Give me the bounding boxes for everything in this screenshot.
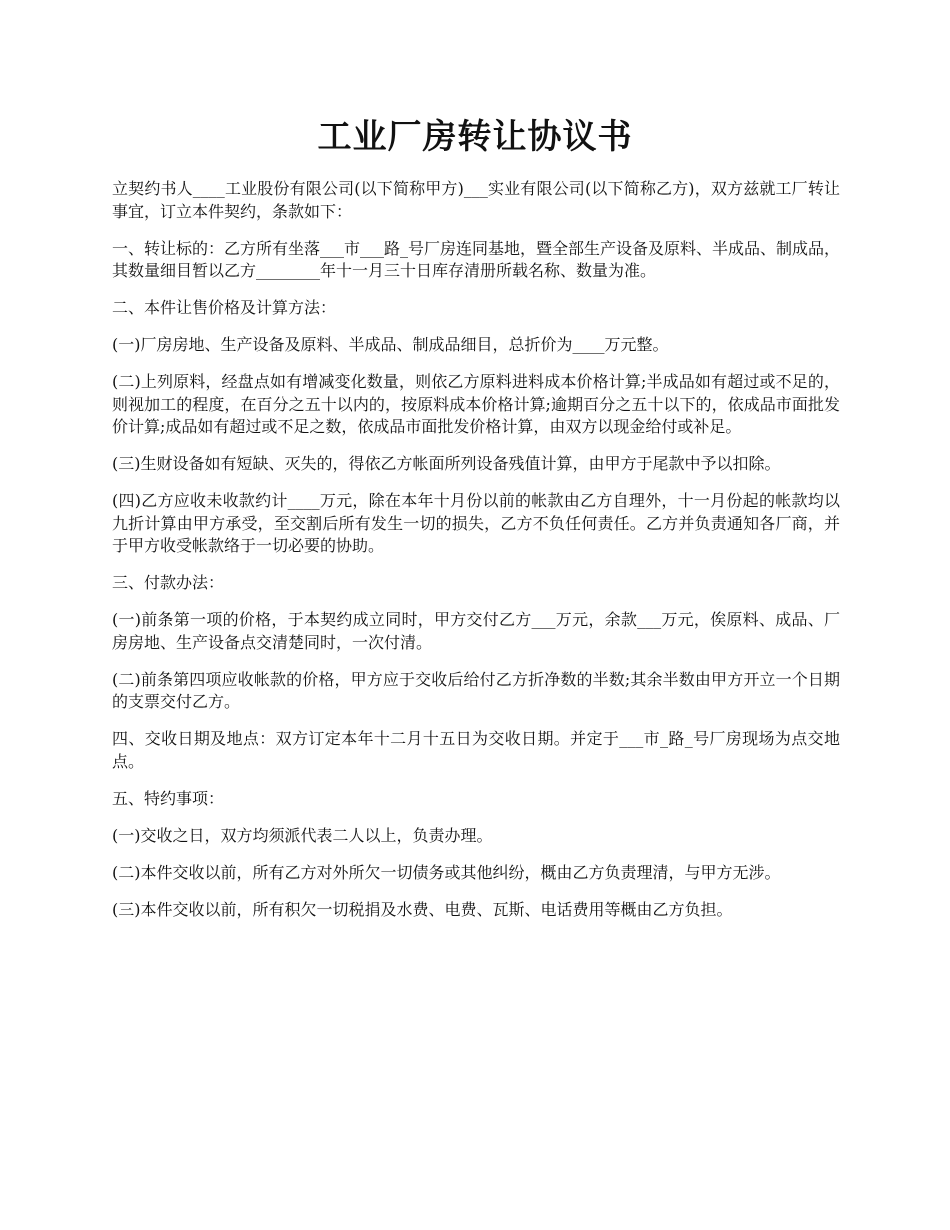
document-body [112,178,840,936]
paragraph-payment-first: (一)前条第一项的价格，于本契约成立同时，甲方交付乙方___万元，余款___万元，俟原料、成品、厂房房地、生产设备点交清楚同时，一次付清。 [112,610,840,652]
paragraph-price-heading: 二、本件让售价格及计算方法： [112,298,337,317]
paragraph-payment-heading: 三、付款办法： [112,573,225,592]
document-title: 工业厂房转让协议书 [317,117,633,157]
paragraph-special-first: (一)交收之日，双方均须派代表二人以上，负责办理。 [112,825,493,845]
paragraph-price-receivables: (四)乙方应收未收款约计____万元，除在本年十月份以前的帐款由乙方自理外，十一月份起的帐款均以九折计算由甲方承受，至交割后所有发生一切的损失，乙方不负任何责任。乙方并负责通知各厂商，并于甲方收受帐款络于一切必要的协助。 [112,491,840,555]
paragraph-price-materials: (二)上列原料，经盘点如有增减变化数量，则依乙方原料进料成本价格计算;半成品如有超过或不足的，则视加工的程度，在百分之五十以内的，按原料成本价格计算;逾期百分之五十以下的，依成品市面批发价计算;成品如有超过或不足之数，依成品市面批发价格计算，由双方以现金给付或补足。 [112,372,840,436]
paragraph-transfer-subject: 一、转让标的：乙方所有坐落___市___路_号厂房连同基地，暨全部生产设备及原料、半成品、制成品，其数量细目暂以乙方________年十一月三十日库存清册所载名称、数量为准。 [112,238,841,280]
paragraph-price-total: (一)厂房房地、生产设备及原料、半成品、制成品细目，总折价为____万元整。 [112,335,669,354]
paragraph-special-heading: 五、特约事项： [112,788,225,808]
paragraph-payment-second: (二)前条第四项应收帐款的价格，甲方应于交收后给付乙方折净数的半数;其余半数由甲方开立一个日期的支票交付乙方。 [112,669,840,711]
paragraph-special-third: (三)本件交收以前，所有积欠一切税捐及水费、电费、瓦斯、电话费用等概由乙方负担。 [112,899,733,919]
paragraph-special-second: (二)本件交收以前，所有乙方对外所欠一切债务或其他纠纷，概由乙方负责理清，与甲方无涉。 [112,862,781,882]
paragraph-delivery: 四、交收日期及地点：双方订定本年十二月十五日为交收日期。并定于___市_路_号厂房现场为点交地点。 [112,729,840,771]
paragraph-preamble: 立契约书人____工业股份有限公司(以下简称甲方)___实业有限公司(以下简称乙方)，双方兹就工厂转让事宜，订立本件契约，条款如下： [112,179,840,221]
paragraph-price-equipment: (三)生财设备如有短缺、灭失的，得依乙方帐面所列设备残值计算，由甲方于尾款中予以扣除。 [112,454,781,473]
